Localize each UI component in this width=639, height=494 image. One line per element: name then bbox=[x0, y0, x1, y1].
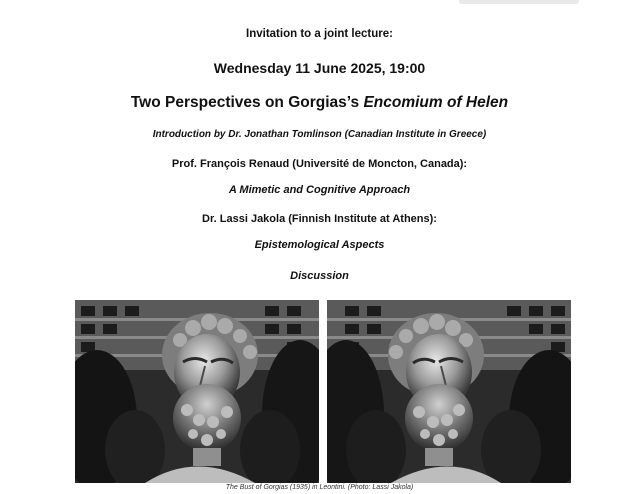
bust-photo-left bbox=[75, 300, 319, 483]
invitation-heading: Invitation to a joint lecture: bbox=[246, 28, 393, 40]
introduction-line: Introduction by Dr. Jonathan Tomlinson (Canadian Institute in Greece) bbox=[152, 129, 487, 140]
photo-caption: The Bust of Gorgias (1935) in Leontini. (Photo: Lassi Jakola) bbox=[225, 484, 414, 491]
lecture-title-prefix: Two Perspectives on Gorgias’s bbox=[130, 94, 364, 111]
speaker-1-name: Prof. François Renaud (Université de Moncton, Canada): bbox=[171, 158, 468, 170]
speaker-2-name: Dr. Lassi Jakola (Finnish Institute at Athens): bbox=[202, 213, 437, 225]
discussion-label: Discussion bbox=[290, 270, 349, 282]
event-date: Wednesday 11 June 2025, 19:00 bbox=[213, 60, 426, 76]
speaker-2-talk: Epistemological Aspects bbox=[254, 239, 385, 251]
top-cropped-header bbox=[459, 0, 579, 4]
speaker-1-talk: A Mimetic and Cognitive Approach bbox=[228, 184, 411, 196]
lecture-title bbox=[0, 94, 639, 112]
lecture-title-work: Encomium of Helen bbox=[363, 94, 509, 111]
bust-photo-right bbox=[327, 300, 571, 483]
